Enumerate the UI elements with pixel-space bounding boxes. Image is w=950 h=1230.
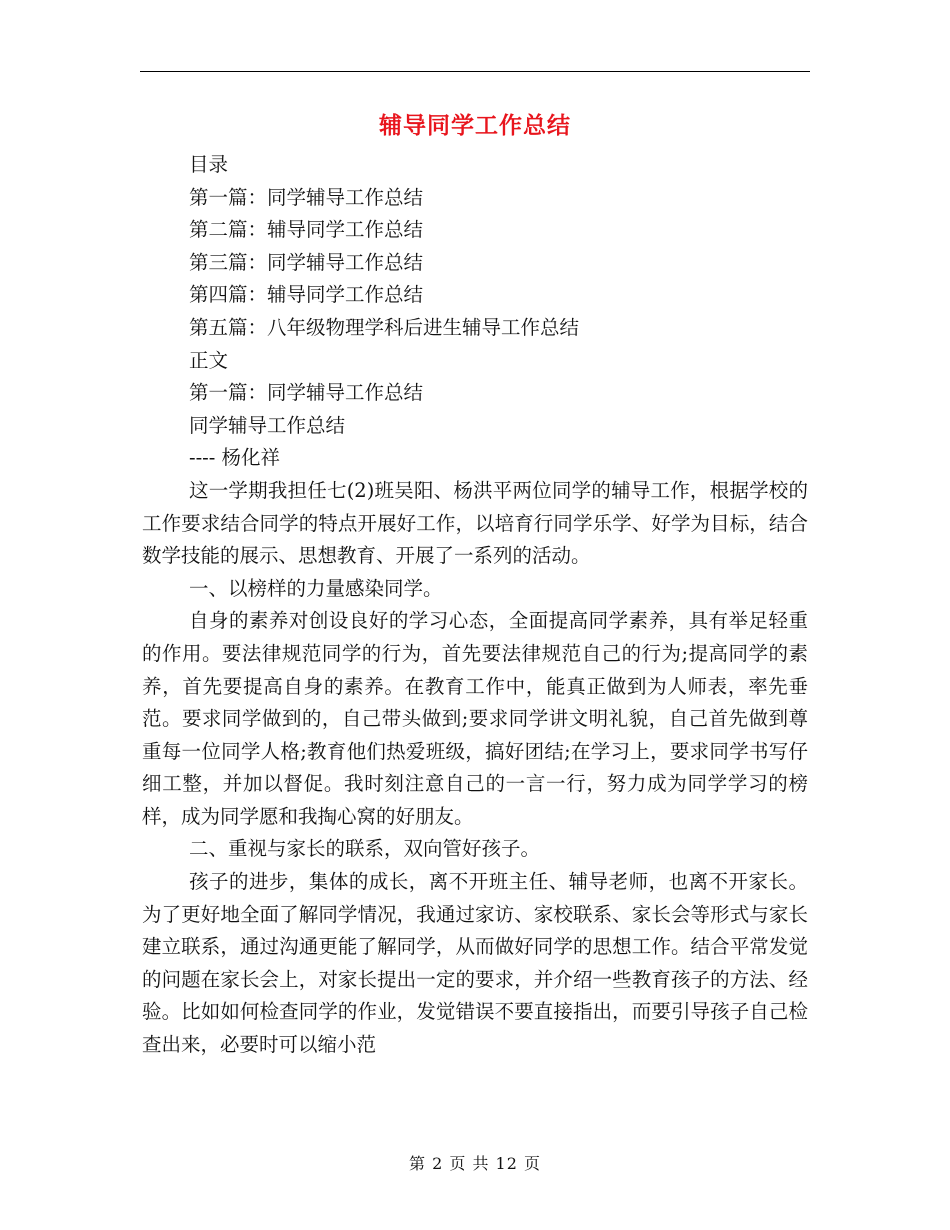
author-line: ---- 杨化祥 [189, 446, 281, 470]
toc-item: 第四篇：辅导同学工作总结 [189, 283, 424, 307]
section-heading: 一、以榜样的力量感染同学。 [189, 576, 443, 600]
document-title: 辅导同学工作总结 [379, 113, 571, 139]
body-paragraph: 自身的素养对创设良好的学习心态，全面提高同学素养，具有举足轻重的作用。要法律规范同学的行为，首先要法律规范自己的行为;提高同学的素养，首先要提高自身的素养。在教育工作中，能真正做到为人师表，率先垂范。要求同学做到的，自己带头做到;要求同学讲文明礼貌，自己首先做到尊重每一位同学人格;教育他们热爱班级，搞好团结;在学习上，要求同学书写仔细工整，并加以督促。我时刻注意自己的一言一行，努力成为同学学习的榜样，成为同学愿和我掏心窝的好朋友。 [142, 609, 808, 828]
body-heading: 正文 [189, 348, 229, 372]
body-paragraph: 孩子的进步，集体的成长，离不开班主任、辅导老师，也离不开家长。为了更好地全面了解同学情况，我通过家访、家校联系、家长会等形式与家长建立联系，通过沟通更能了解同学，从而做好同学的思想工作。结合平常发觉的问题在家长会上，对家长提出一定的要求，并介绍一些教育孩子的方法、经验。比如如何检查同学的作业，发觉错误不要直接指出，而要引导孩子自己检查出来，必要时可以缩小范 [142, 870, 808, 1057]
toc-item: 第一篇：同学辅导工作总结 [189, 185, 424, 209]
toc-item: 第三篇：同学辅导工作总结 [189, 250, 424, 274]
toc-heading: 目录 [189, 153, 229, 176]
article-title: 同学辅导工作总结 [189, 413, 346, 437]
document-body [142, 149, 808, 1062]
header-rule [140, 71, 810, 72]
section-heading: 二、重视与家长的联系，双向管好孩子。 [189, 837, 541, 861]
toc-item: 第五篇：八年级物理学科后进生辅导工作总结 [189, 315, 580, 339]
toc-item: 第二篇：辅导同学工作总结 [189, 218, 424, 242]
chapter-title: 第一篇：同学辅导工作总结 [189, 381, 424, 405]
body-paragraph: 这一学期我担任七(2)班吴阳、杨洪平两位同学的辅导工作，根据学校的工作要求结合同学的特点开展好工作，以培育行同学乐学、好学为目标，结合数学技能的展示、思想教育、开展了一系列的活动。 [142, 478, 808, 568]
page-number: 第 2 页 共 12 页 [409, 1154, 541, 1173]
